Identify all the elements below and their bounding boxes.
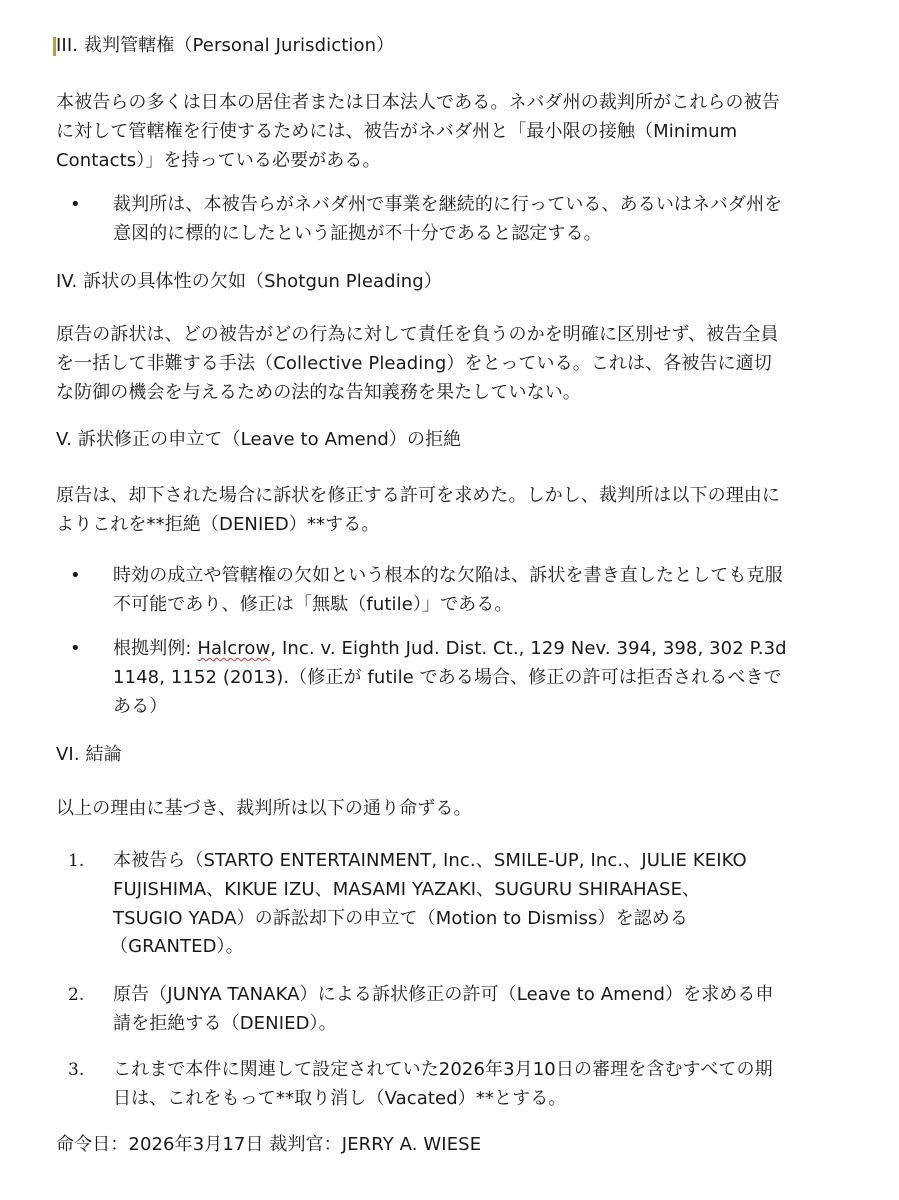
section-heading-vi: VI. 結論 xyxy=(56,744,122,765)
list-item-line: FUJISHIMA、KIKUE IZU、MASAMI YAZAKI、SUGURU SHIRAHASE、 xyxy=(113,879,701,900)
paragraph-line: 原告は、却下された場合に訴状を修正する許可を求めた。しかし、裁判所は以下の理由に xyxy=(56,485,780,506)
case-rest: , Inc. v. Eighth Jud. Dist. Ct., 129 Nev. 394, 398, 302 P.3d xyxy=(270,638,787,659)
paragraph-line: 以上の理由に基づき、裁判所は以下の通り命ずる。 xyxy=(56,798,472,819)
bullet-text: 1148, 1152 (2013).（修正が futile である場合、修正の許可は拒否されるべきで xyxy=(113,667,782,688)
list-item-line: 請を拒絶する（DENIED）。 xyxy=(113,1013,337,1034)
paragraph-line: を一括して非難する手法（Collective Pleading）をとっている。これは、各被告に適切 xyxy=(56,353,772,374)
bullet-text: 裁判所は、本被告らがネバダ州で事業を継続的に行っている、あるいはネバダ州を xyxy=(113,194,783,215)
spellcheck-word[interactable]: Halcrow xyxy=(197,638,271,659)
paragraph-line: 原告の訴状は、どの被告がどの行為に対して責任を負うのかを明確に区別せず、被告全員 xyxy=(56,324,779,345)
section-heading-iv: IV. 訴状の具体性の欠如（Shotgun Pleading） xyxy=(56,271,442,292)
section-heading-iii: III. 裁判管轄権（Personal Jurisdiction） xyxy=(56,35,395,56)
case-prefix: 根拠判例: xyxy=(113,638,198,659)
bullet-text: 不可能であり、修正は「無駄（futile）」である。 xyxy=(113,594,513,615)
bullet-icon: • xyxy=(70,638,81,659)
list-item-line: TSUGIO YADA）の訴訟却下の申立て（Motion to Dismiss）を認める xyxy=(113,908,688,929)
bullet-icon: • xyxy=(70,565,81,586)
list-number: 2. xyxy=(68,985,85,1005)
bullet-icon: • xyxy=(70,194,81,215)
list-item-line: （GRANTED）。 xyxy=(110,936,244,957)
paragraph-line: に対して管轄権を行使するためには、被告がネバダ州と「最小限の接触（Minimum xyxy=(56,121,738,142)
paragraph-line: 本被告らの多くは日本の居住者または日本法人である。ネバダ州の裁判所がこれらの被告 xyxy=(56,92,780,113)
list-item-line: 原告（JUNYA TANAKA）による訴状修正の許可（Leave to Amend）を求める申 xyxy=(113,984,774,1005)
bullet-text: ある） xyxy=(113,696,168,717)
list-number: 1. xyxy=(68,851,85,871)
order-date-judge: 命令日：2026年3月17日 裁判官：JERRY A. WIESE xyxy=(56,1134,482,1155)
list-number: 3. xyxy=(68,1060,85,1080)
bullet-text-case-citation xyxy=(113,634,787,664)
bullet-text: 意図的に標的にしたという証拠が不十分であると認定する。 xyxy=(113,223,602,244)
paragraph-line: な防御の機会を与えるための法的な告知義務を果たしていない。 xyxy=(56,382,581,403)
section-heading-v: V. 訴状修正の申立て（Leave to Amend）の拒絶 xyxy=(56,429,462,450)
paragraph-line: Contacts）」を持っている必要がある。 xyxy=(56,150,381,171)
bullet-text: 時効の成立や管轄権の欠如という根本的な欠陥は、訴状を書き直したとしても克服 xyxy=(113,565,783,586)
list-item-line: 日は、これをもって**取り消し（Vacated）**とする。 xyxy=(113,1088,567,1109)
paragraph-line: よりこれを**拒絶（DENIED）**する。 xyxy=(56,514,380,535)
list-item-line: 本被告ら（STARTO ENTERTAINMENT, Inc.、SMILE-UP, Inc.、JULIE KEIKO xyxy=(113,850,747,871)
list-item-line: これまで本件に関連して設定されていた2026年3月10日の審理を含むすべての期 xyxy=(113,1059,773,1080)
